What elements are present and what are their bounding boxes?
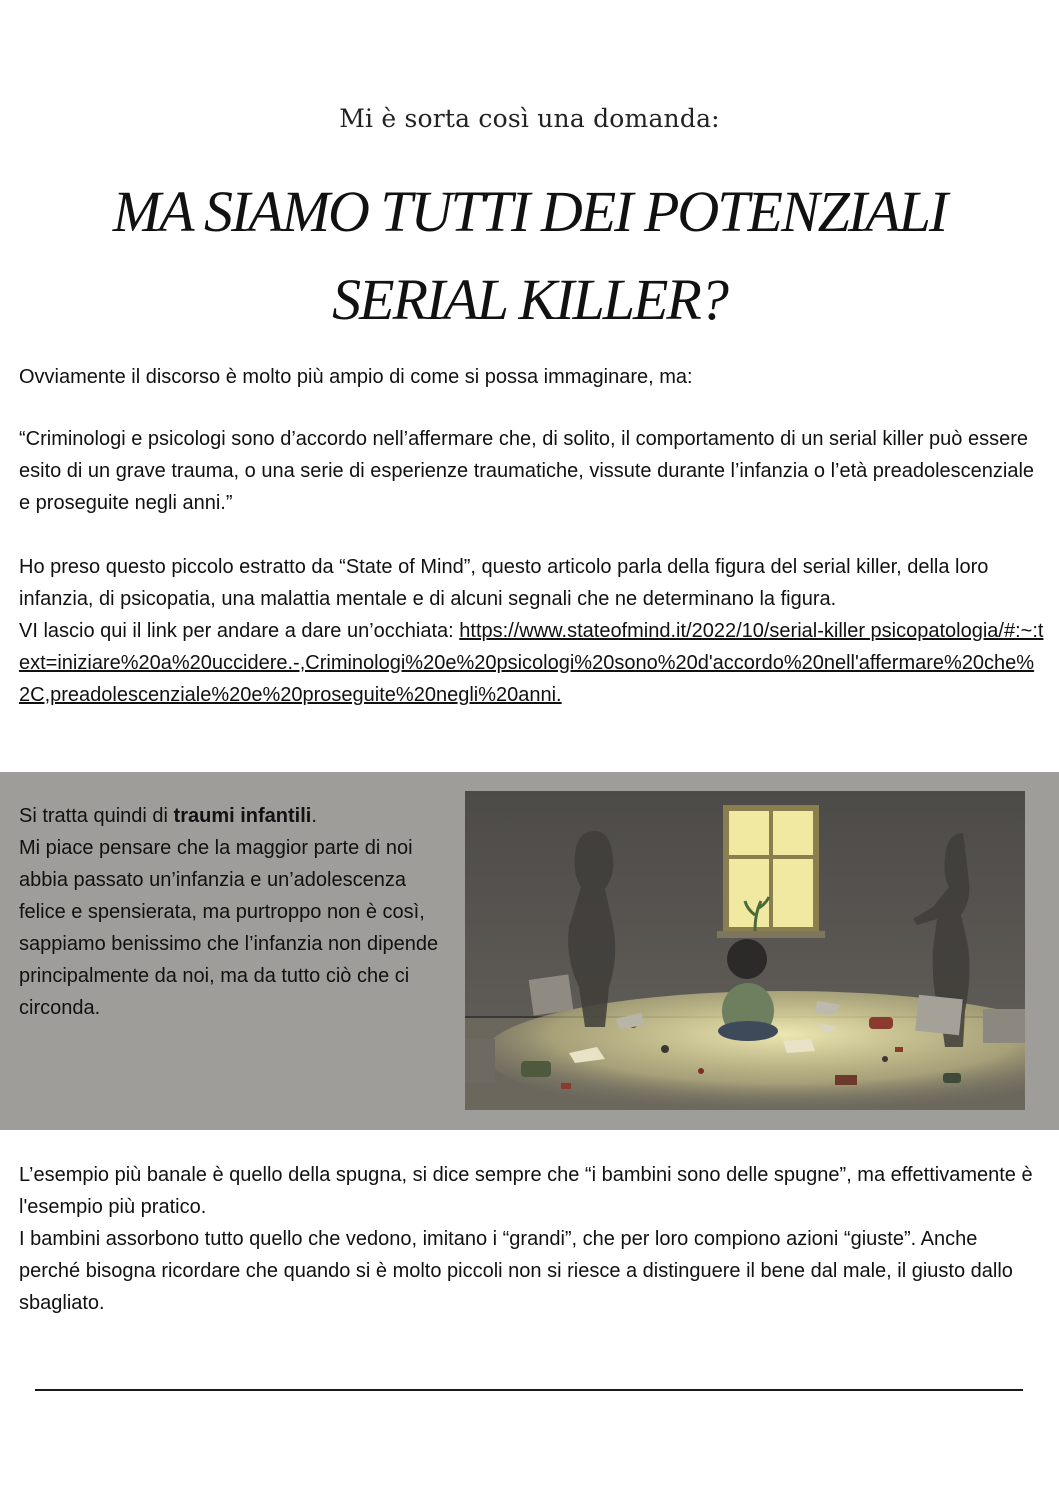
- imitation-paragraph: I bambini assorbono tutto quello che vedono, imitano i “grandi”, che per loro compiono azioni “giuste”. Anche perché bisogna ricordare che quando si è molto piccoli non si riesce a distinguere il bene dal male, il giusto dallo sbagliato.: [19, 1228, 1013, 1314]
- band-paragraph: Mi piace pensare che la maggior parte di noi abbia passato un’infanzia e un’adolescenza felice e spensierata, ma purtroppo non è così, sappiamo benissimo che l’infanzia non dipende principalmente da noi, ma da tutto ciò che ci circonda.: [19, 837, 439, 1019]
- title-line-2: SERIAL KILLER?: [332, 267, 727, 332]
- title-line-1: MA SIAMO TUTTI DEI POTENZIALI: [112, 179, 947, 244]
- band-intro-suffix: .: [311, 805, 317, 827]
- child-legs: [718, 1021, 778, 1041]
- link-line: [19, 615, 1044, 711]
- toy-car-green: [521, 1061, 551, 1077]
- sponge-paragraph: L’esempio più banale è quello della spugna, si dice sempre che “i bambini sono delle spugne”, ma effettivamente è l'esempio più pratico.: [19, 1164, 1033, 1218]
- toy-car-red: [869, 1017, 893, 1029]
- article-link[interactable]: https://www.stateofmind.it/2022/10/serial-killer psicopatologia/#:~:text=iniziare%20a%20uccidere.-,Criminologi%20e%20psicologi%20sono%20d'accordo%20nell'affermare%20che%2C,preadolescenziale%20e%20proseguite%20negli%20anni.: [19, 620, 1044, 706]
- page-title: [20, 168, 1039, 344]
- bottom-divider: [35, 1389, 1023, 1391]
- paper-2: [783, 1039, 815, 1053]
- intro-lead: Ovviamente il discorso è molto più ampio di come si possa immaginare, ma:: [19, 366, 693, 388]
- link-prefix: VI lascio qui il link per andare a dare un’occhiata:: [19, 620, 460, 642]
- criminology-quote: “Criminologi e psicologi sono d’accordo nell’affermare che, di solito, il comportamento di un serial killer può essere esito di un grave trauma, o una serie di esperienze traumatiche, vissute durante l’infanzia o l’età preadolescenziale e proseguite negli anni.”: [19, 428, 1035, 514]
- child-room-illustration: [465, 791, 1025, 1110]
- toy-car-small: [943, 1073, 961, 1083]
- page-kicker: Mi è sorta così una domanda:: [339, 104, 720, 133]
- child-head: [727, 939, 767, 979]
- box-left: [529, 974, 574, 1015]
- window-sill: [717, 931, 825, 938]
- band-intro-line: [19, 800, 451, 832]
- box-right: [915, 995, 963, 1035]
- source-description: Ho preso questo piccolo estratto da “State of Mind”, questo articolo parla della figura del serial killer, della loro infanzia, di psicopatia, una malattia mentale e di alcuni segnali che ne determinano la figura.: [19, 556, 989, 610]
- band-keyword: traumi infantili: [173, 805, 312, 827]
- box-corner: [983, 1009, 1025, 1043]
- band-intro-prefix: Si tratta quindi di: [19, 805, 174, 827]
- bucket: [465, 1039, 495, 1083]
- book: [835, 1075, 857, 1085]
- band-text: [19, 800, 451, 1024]
- source-paragraph: [19, 551, 1044, 711]
